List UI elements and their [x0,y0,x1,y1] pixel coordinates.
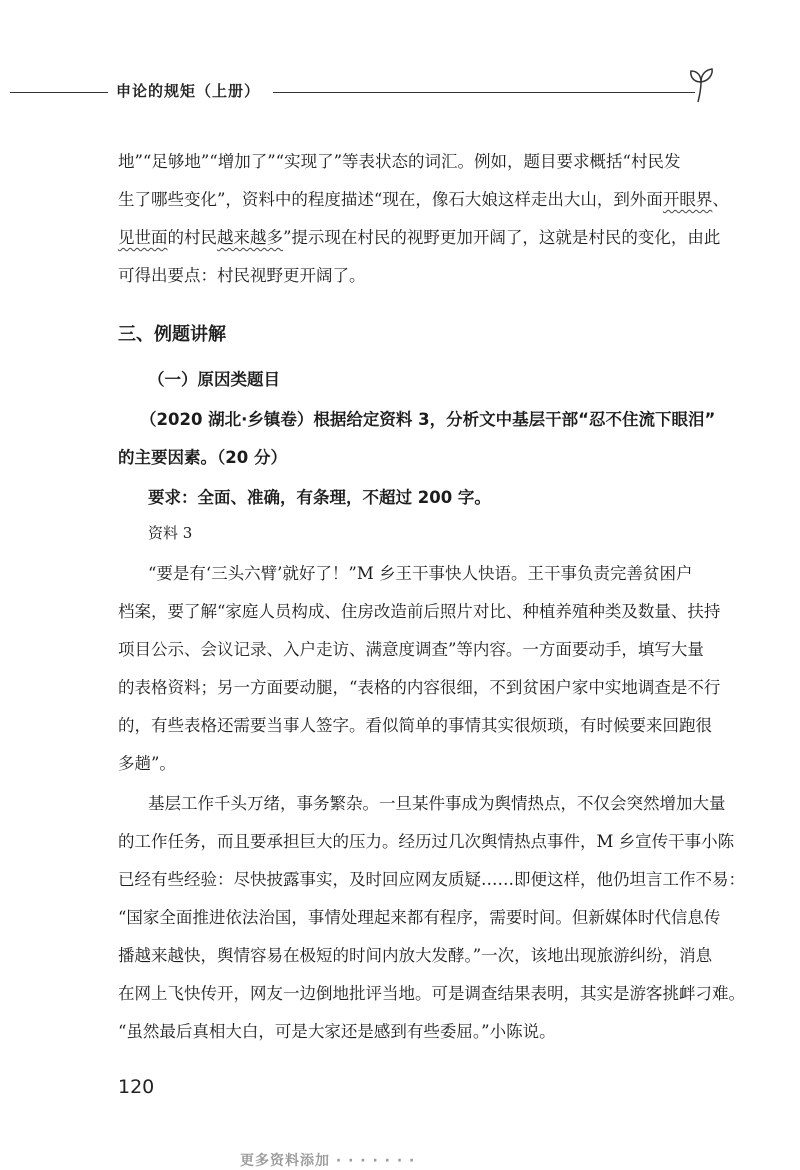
text-run: 的村民 [167,228,217,247]
text-run: ”提示现在村民的视野更加开阔了，这就是村民的变化，由此 [283,228,721,247]
body-text-line: 可得出要点：村民视野更开阔了。 [118,266,366,285]
text-run: 生了哪些变化”，资料中的程度描述“现在，像石大娘这样走出大山，到外面 [118,190,663,209]
material-text-line: 多趟”。 [118,754,176,773]
material-text-line: “要是有‘三头六臂’就好了！”M 乡王干事快人快语。王干事负责完善贫困户 [148,564,693,583]
requirement-text: 要求：全面、准确，有条理，不超过 200 字。 [148,488,491,507]
running-header-title: 申论的规矩（上册） [116,82,261,100]
subsection-heading: （一）原因类题目 [148,370,280,389]
header-rule-left [10,92,108,93]
material-text-line: 项目公示、会议记录、入户走访、满意度调查”等内容。一方面要动手，填写大量 [118,640,704,659]
material-text-line: 的表格资料；另一方面要动腿，“表格的内容很细，不到贫困户家中实地调查是不行 [118,678,721,697]
material-text-line: 的工作任务，而且要承担巨大的压力。经历过几次舆情热点事件，M 乡宣传干事小陈 [118,832,735,851]
body-text-line: 地”“足够地”“增加了”“实现了”等表状态的词汇。例如，题目要求概括“村民发 [118,152,681,171]
header-rule-right [273,92,695,93]
body-text-line [118,186,729,210]
body-text-line [118,224,720,248]
underlined-term: 开眼界 [662,190,713,209]
underlined-term: 越来越多 [217,228,283,247]
page-number: 120 [118,1076,155,1098]
material-text-line: 档案，要了解“家庭人员构成、住房改造前后照片对比、种植养殖种类及数量、扶持 [118,602,721,621]
material-text-line: “虽然最后真相大白，可是大家还是感到有些委屈。”小陈说。 [118,1022,556,1041]
footer-watermark-text: 更多资料添加 · · · · · · · [240,1153,416,1169]
section-heading: 三、例题讲解 [118,324,226,345]
underlined-term: 见世面 [118,228,168,247]
material-text-line: 的，有些表格还需要当事人签字。看似简单的事情其实很烦琐，有时候要来回跑很 [118,716,712,735]
material-text-line: “国家全面推进依法治国，事情处理起来都有程序，需要时间。但新媒体时代信息传 [118,908,721,927]
sprout-icon [688,64,716,104]
material-text-line: 在网上飞快传开，网友一边倒地批评当地。可是调查结果表明，其实是游客挑衅刁难。 [118,984,745,1003]
text-run: 、 [712,190,729,209]
material-label: 资料 3 [148,524,193,542]
question-text: （2020 湖北·乡镇卷）根据给定资料 3，分析文中基层干部“忍不住流下眼泪” [140,410,716,429]
material-text-line: 播越来越快，舆情容易在极短的时间内放大发酵。”一次，该地出现旅游纠纷，消息 [118,946,713,965]
material-text-line: 基层工作千头万绪，事务繁杂。一旦某件事成为舆情热点，不仅会突然增加大量 [148,794,726,813]
question-text: 的主要因素。（20 分） [118,448,287,467]
material-text-line: 已经有些经验：尽快披露事实，及时回应网友质疑……即便这样，他仍坦言工作不易： [118,870,745,889]
